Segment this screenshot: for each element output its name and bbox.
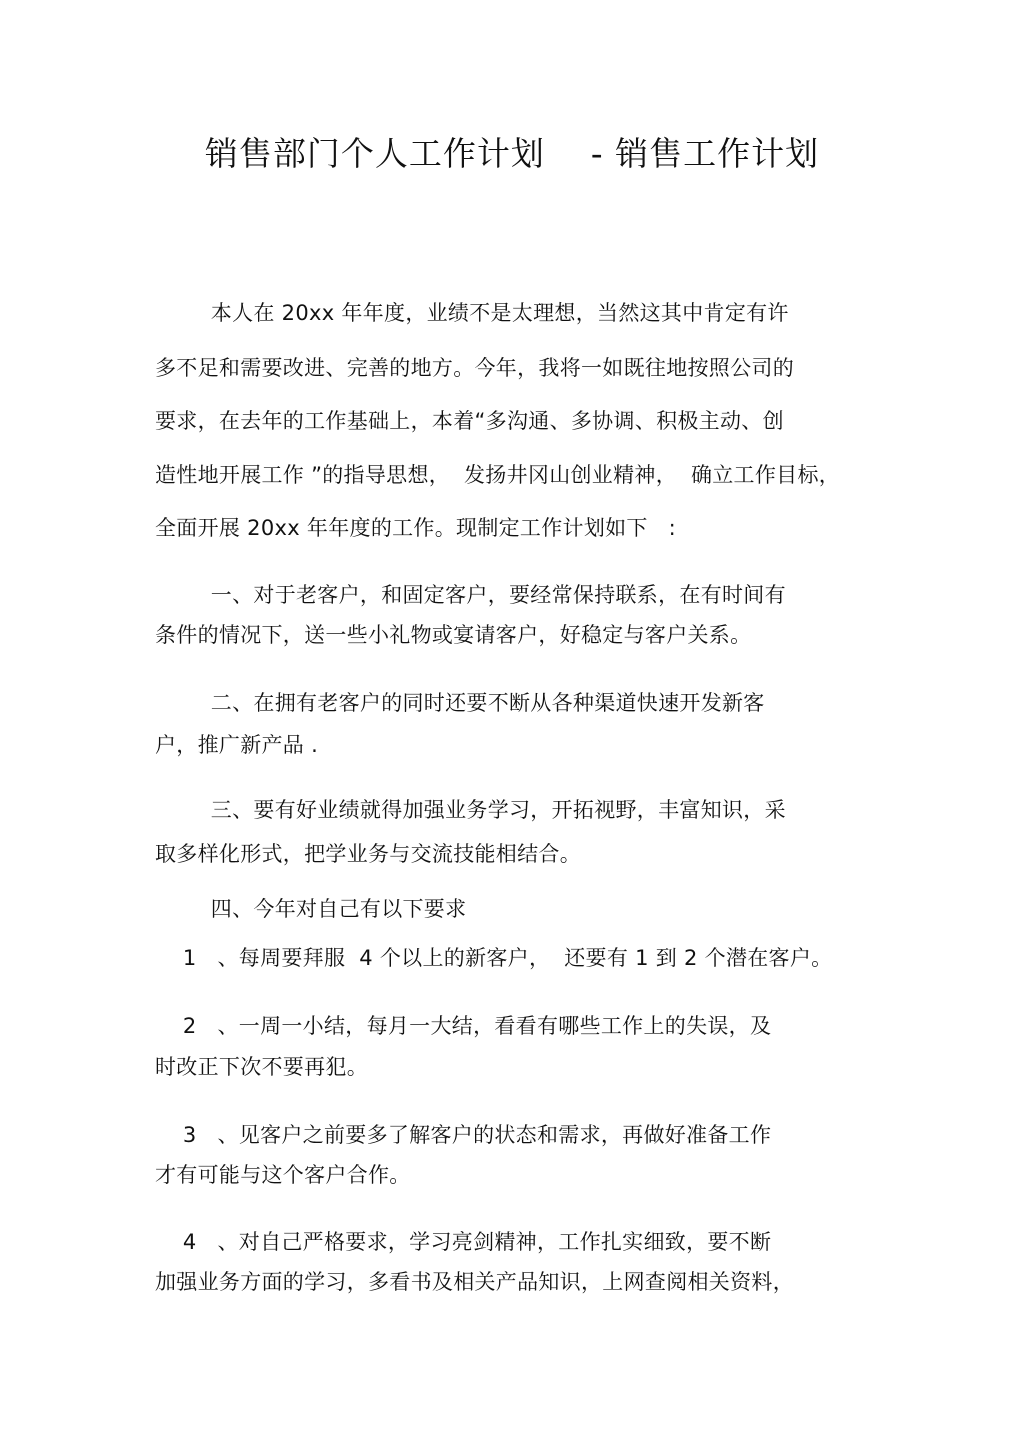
requirement-2-line-1: 2 、一周一小结，每月一大结，看看有哪些工作上的失误，及 <box>155 1014 772 1038</box>
paragraph-3-line-1: 二、在拥有老客户的同时还要不断从各种渠道快速开发新客 <box>155 691 765 715</box>
paragraph-3-line-2: 户，推广新产品 . <box>155 733 319 757</box>
paragraph-1-line-4: 造性地开展工作 ”的指导思想， 发扬井冈山创业精神， 确立工作目标， <box>155 463 841 487</box>
paragraph-2-line-1: 一、对于老客户，和固定客户，要经常保持联系，在有时间有 <box>155 583 786 607</box>
paragraph-1-line-5: 全面开展 20xx 年年度的工作。现制定工作计划如下 : <box>155 516 677 540</box>
requirement-3-line-1: 3 、见客户之前要多了解客户的状态和需求，再做好准备工作 <box>155 1123 772 1147</box>
document-title: 销售部门个人工作计划 - 销售工作计划 <box>204 134 820 173</box>
paragraph-1-line-1: 本人在 20xx 年年度，业绩不是太理想，当然这其中肯定有许 <box>155 301 789 325</box>
requirement-4-line-2: 加强业务方面的学习，多看书及相关产品知识，上网查阅相关资料， <box>155 1270 794 1294</box>
requirement-2-line-2: 时改正下次不要再犯。 <box>155 1055 368 1079</box>
paragraph-4-line-1: 三、要有好业绩就得加强业务学习，开拓视野，丰富知识，采 <box>155 798 786 822</box>
requirement-4-line-1: 4 、对自己严格要求，学习亮剑精神，工作扎实细致，要不断 <box>155 1230 772 1254</box>
paragraph-2-line-2: 条件的情况下，送一些小礼物或宴请客户，好稳定与客户关系。 <box>155 623 752 647</box>
paragraph-5-line-1: 四、今年对自己有以下要求 <box>155 897 467 921</box>
requirement-3-line-2: 才有可能与这个客户合作。 <box>155 1163 411 1187</box>
paragraph-1-line-3: 要求，在去年的工作基础上，本着“多沟通、多协调、积极主动、创 <box>155 409 784 433</box>
requirement-1-line-1: 1 、每周要拜服 4 个以上的新客户， 还要有 1 到 2 个潜在客户。 <box>155 946 833 970</box>
paragraph-4-line-2: 取多样化形式，把学业务与交流技能相结合。 <box>155 842 581 866</box>
paragraph-1-line-2: 多不足和需要改进、完善的地方。今年，我将一如既往地按照公司的 <box>155 356 794 380</box>
